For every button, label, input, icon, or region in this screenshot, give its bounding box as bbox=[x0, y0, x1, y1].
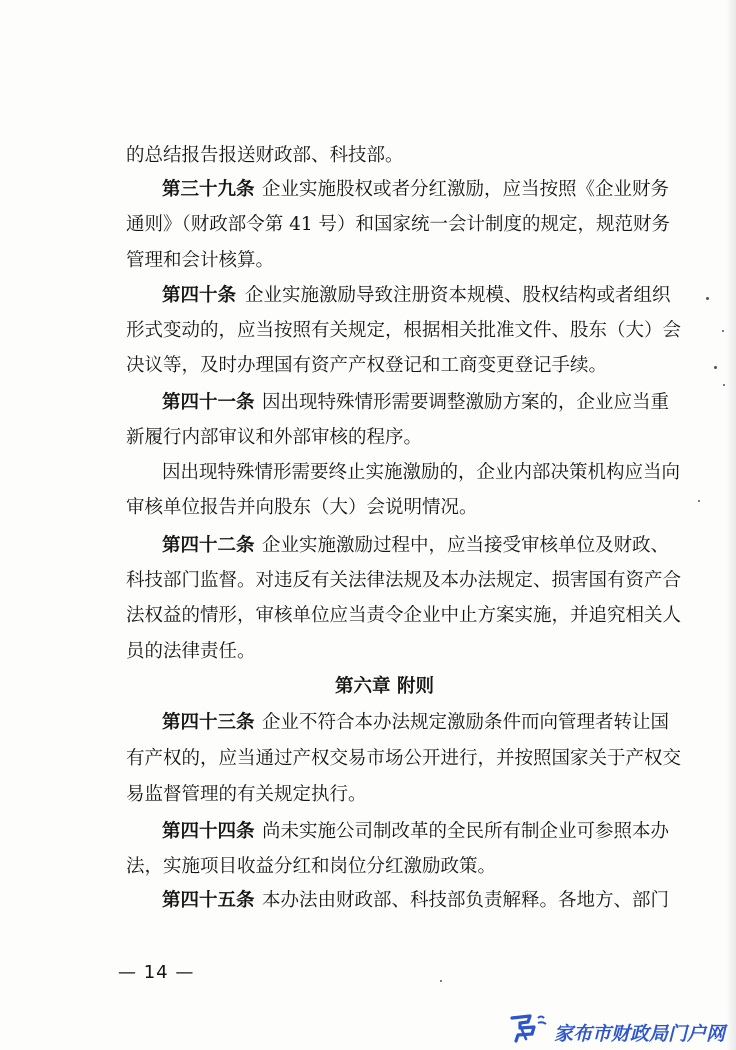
text-line-content: 尚未实施公司制改革的全民所有制企业可参照本办 bbox=[262, 821, 670, 842]
article-number: 第四十二条 bbox=[162, 535, 255, 556]
article-number: 第四十三条 bbox=[162, 712, 255, 733]
text-line-content: 新履行内部审议和外部审核的程序。 bbox=[126, 427, 423, 448]
text-line-content: 管理和会计核算。 bbox=[126, 250, 275, 271]
text-line-content: 的总结报告报送财政部、科技部。 bbox=[126, 145, 404, 166]
scan-speck bbox=[698, 500, 700, 502]
text-line-content: 通则》（财政部令第 41 号）和国家统一会计制度的规定，规范财务 bbox=[126, 214, 671, 235]
article-number: 第三十九条 bbox=[162, 179, 255, 200]
text-line-content: 易监督管理的有关规定执行。 bbox=[126, 784, 367, 805]
watermark-text: 家布市财政局门户网 bbox=[554, 1023, 726, 1045]
scan-speck bbox=[723, 384, 725, 386]
text-line-content: 企业实施股权或者分红激励，应当按照《企业财务 bbox=[262, 179, 670, 200]
text-line-content: 因出现特殊情形需要调整激励方案的，企业应当重 bbox=[262, 392, 670, 413]
text-line-content: 有产权的，应当通过产权交易市场公开进行，并按照国家关于产权交 bbox=[126, 748, 682, 769]
article-number: 第四十五条 bbox=[162, 890, 255, 911]
text-line-content: 决议等，及时办理国有资产产权登记和工商变更登记手续。 bbox=[126, 355, 608, 376]
text-line-content: 法，实施项目收益分红和岗位分红激励政策。 bbox=[126, 856, 497, 877]
text-line-content: 因出现特殊情形需要终止实施激励的，企业内部决策机构应当向 bbox=[162, 462, 681, 483]
text-line-content: 企业不符合本办法规定激励条件而向管理者转让国 bbox=[262, 712, 670, 733]
text-line-content: 员的法律责任。 bbox=[126, 641, 256, 662]
scan-speck bbox=[714, 366, 717, 369]
page-edge-shadow bbox=[726, 0, 736, 1050]
site-watermark bbox=[508, 1014, 730, 1044]
chapter-title: 第六章 附则 bbox=[335, 676, 434, 697]
text-line-content: 科技部门监督。对违反有关法律法规及本办法规定、损害国有资产合 bbox=[126, 570, 682, 591]
article-number: 第四十四条 bbox=[162, 821, 255, 842]
scan-speck bbox=[722, 330, 724, 332]
scan-speck bbox=[706, 297, 709, 300]
text-line-content: 形式变动的，应当按照有关规定，根据相关批准文件、股东（大）会 bbox=[126, 320, 682, 341]
article-number: 第四十一条 bbox=[162, 392, 255, 413]
text-line-content: 法权益的情形，审核单位应当责令企业中止方案实施，并追究相关人 bbox=[126, 605, 682, 626]
article-number: 第四十条 bbox=[162, 285, 237, 306]
bird-logo-icon bbox=[508, 1012, 552, 1044]
text-line-content: 企业实施激励过程中，应当接受审核单位及财政、 bbox=[262, 535, 670, 556]
scan-speck bbox=[440, 980, 442, 982]
text-line-content: 审核单位报告并向股东（大）会说明情况。 bbox=[126, 497, 478, 518]
page-number: — 14 — bbox=[118, 962, 195, 983]
text-line-content: 本办法由财政部、科技部负责解释。各地方、部门 bbox=[262, 890, 670, 911]
text-line-content: 企业实施激励导致注册资本规模、股权结构或者组织 bbox=[245, 285, 671, 306]
